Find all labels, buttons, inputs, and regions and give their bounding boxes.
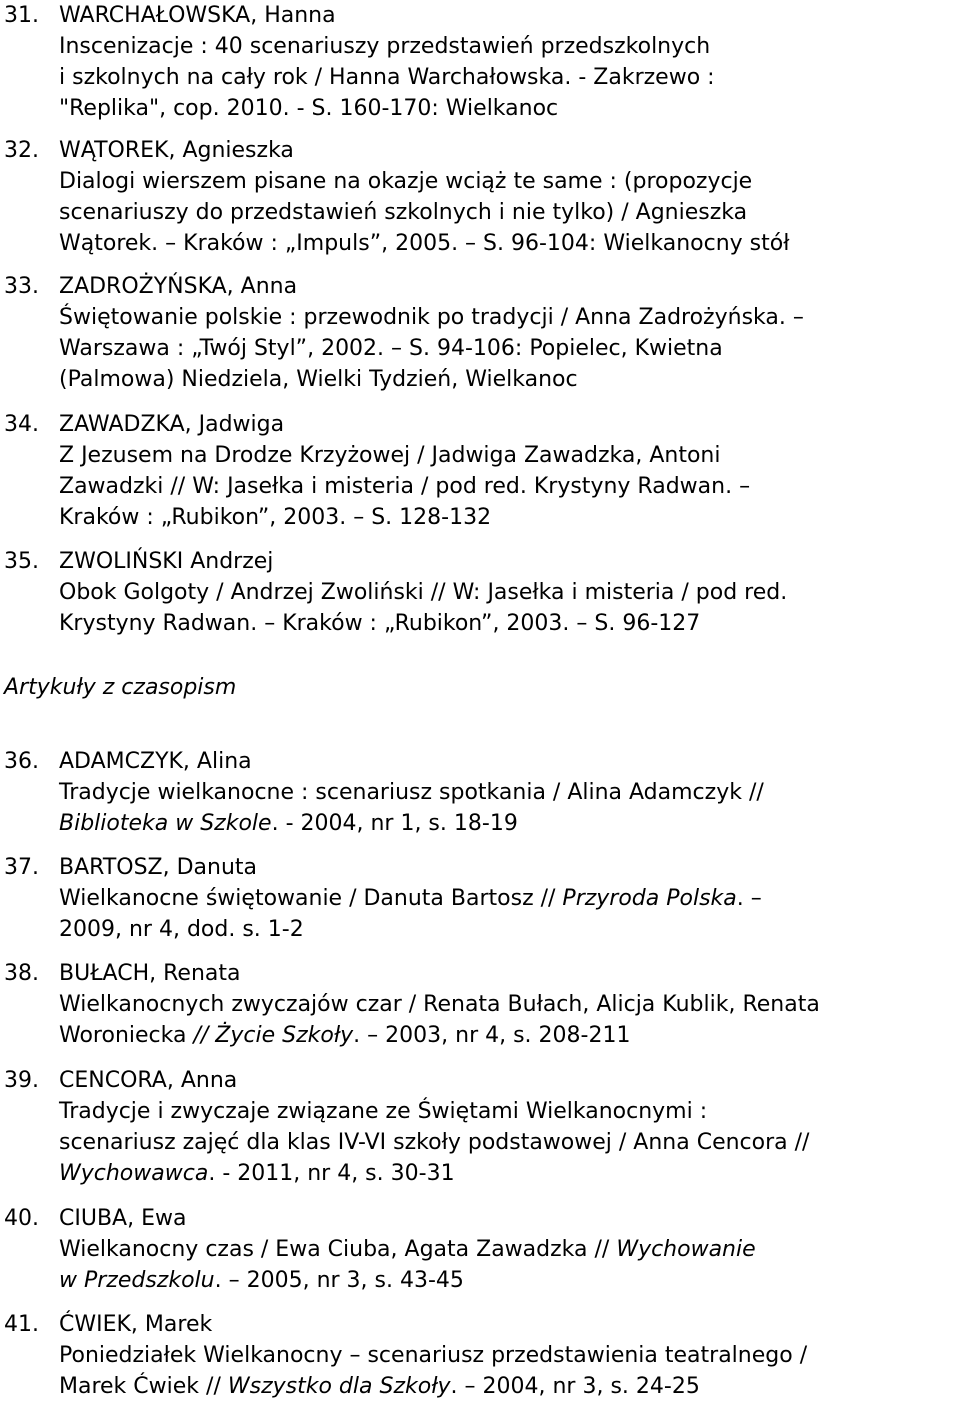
- entry-line: Zawadzki // W: Jasełka i misteria / pod red. Krystyny Radwan. –: [59, 474, 751, 499]
- entry-line-post: . –: [736, 886, 762, 911]
- entry-line: Poniedziałek Wielkanocny – scenariusz przedstawienia teatralnego /: [59, 1343, 808, 1368]
- entry-line: [59, 1234, 756, 1265]
- entry-line: Obok Golgoty / Andrzej Zwoliński // W: Jasełka i misteria / pod red.: [59, 580, 788, 605]
- entry-line-pre: Woroniecka: [59, 1023, 194, 1048]
- entry-line: Świętowanie polskie : przewodnik po tradycji / Anna Zadrożyńska. –: [59, 305, 804, 330]
- entry-line: Tradycje i zwyczaje związane ze Świętami Wielkanocnymi :: [59, 1099, 708, 1124]
- entry-author: BARTOSZ, Danuta: [59, 855, 258, 880]
- entry-line: Warszawa : „Twój Styl”, 2002. – S. 94-106: Popielec, Kwietna: [59, 336, 723, 361]
- entry-line: "Replika", cop. 2010. - S. 160-170: Wielkanoc: [59, 96, 559, 121]
- entry-number: 39.: [4, 1068, 39, 1093]
- entry-author: ZWOLIŃSKI Andrzej: [59, 549, 274, 574]
- entry-number: 31.: [4, 3, 39, 28]
- entry-line: [59, 1371, 700, 1402]
- entry-number: 38.: [4, 961, 39, 986]
- entry-author: ĆWIEK, Marek: [59, 1312, 213, 1337]
- entry-line: i szkolnych na cały rok / Hanna Warchałowska. - Zakrzewo :: [59, 65, 715, 90]
- journal-title: Wychowanie: [616, 1237, 756, 1262]
- entry-author: ZAWADZKA, Jadwiga: [59, 412, 285, 437]
- section-heading: Artykuły z czasopism: [4, 675, 237, 700]
- entry-line: (Palmowa) Niedziela, Wielki Tydzień, Wielkanoc: [59, 367, 578, 392]
- entry-number: 41.: [4, 1312, 39, 1337]
- entry-author: WARCHAŁOWSKA, Hanna: [59, 3, 336, 28]
- entry-line: scenariusz zajęć dla klas IV-VI szkoły podstawowej / Anna Cencora //: [59, 1130, 810, 1155]
- entry-number: 35.: [4, 549, 39, 574]
- entry-line-post: . – 2004, nr 3, s. 24-25: [450, 1374, 700, 1399]
- entry-line-post: . – 2003, nr 4, s. 208-211: [353, 1023, 631, 1048]
- entry-line-pre: Marek Ćwiek //: [59, 1374, 228, 1399]
- entry-line-pre: Wielkanocne świętowanie / Danuta Bartosz //: [59, 886, 563, 911]
- entry-line: [59, 1158, 455, 1189]
- entry-number: 34.: [4, 412, 39, 437]
- journal-title: Wychowawca: [59, 1161, 209, 1186]
- entry-line: [59, 883, 762, 914]
- entry-line-rest: . - 2004, nr 1, s. 18-19: [271, 811, 518, 836]
- entry-line: Tradycje wielkanocne : scenariusz spotkania / Alina Adamczyk //: [59, 780, 764, 805]
- entry-line: Kraków : „Rubikon”, 2003. – S. 128-132: [59, 505, 492, 530]
- entry-number: 32.: [4, 138, 39, 163]
- entry-author: CIUBA, Ewa: [59, 1206, 187, 1231]
- entry-line-rest: . - 2011, nr 4, s. 30-31: [208, 1161, 455, 1186]
- entry-number: 33.: [4, 274, 39, 299]
- entry-line: Z Jezusem na Drodze Krzyżowej / Jadwiga Zawadzka, Antoni: [59, 443, 721, 468]
- entry-line: Wątorek. – Kraków : „Impuls”, 2005. – S. 96-104: Wielkanocny stół: [59, 231, 790, 256]
- entry-author: WĄTOREK, Agnieszka: [59, 138, 294, 163]
- journal-title: // Życie Szkoły: [193, 1023, 354, 1048]
- entry-number: 40.: [4, 1206, 39, 1231]
- entry-line: Wielkanocnych zwyczajów czar / Renata Bułach, Alicja Kublik, Renata: [59, 992, 820, 1017]
- journal-title: w Przedszkolu: [59, 1268, 215, 1293]
- journal-title: Wszystko dla Szkoły: [227, 1374, 451, 1399]
- entry-author: ADAMCZYK, Alina: [59, 749, 252, 774]
- entry-line: [59, 1020, 630, 1051]
- entry-line: [59, 808, 518, 839]
- entry-line: [59, 1265, 464, 1296]
- journal-title: Przyroda Polska: [562, 886, 737, 911]
- journal-title: Biblioteka w Szkole: [59, 811, 272, 836]
- entry-line: Inscenizacje : 40 scenariuszy przedstawień przedszkolnych: [59, 34, 711, 59]
- entry-author: ZADROŻYŃSKA, Anna: [59, 274, 298, 299]
- entry-author: BUŁACH, Renata: [59, 961, 241, 986]
- entry-line: Krystyny Radwan. – Kraków : „Rubikon”, 2003. – S. 96-127: [59, 611, 701, 636]
- entry-line: 2009, nr 4, dod. s. 1-2: [59, 917, 304, 942]
- entry-author: CENCORA, Anna: [59, 1068, 238, 1093]
- entry-number: 36.: [4, 749, 39, 774]
- entry-line-rest: . – 2005, nr 3, s. 43-45: [214, 1268, 464, 1293]
- entry-line: Dialogi wierszem pisane na okazje wciąż te same : (propozycje: [59, 169, 753, 194]
- entry-line: scenariuszy do przedstawień szkolnych i nie tylko) / Agnieszka: [59, 200, 748, 225]
- entry-number: 37.: [4, 855, 39, 880]
- entry-line-pre: Wielkanocny czas / Ewa Ciuba, Agata Zawadzka //: [59, 1237, 617, 1262]
